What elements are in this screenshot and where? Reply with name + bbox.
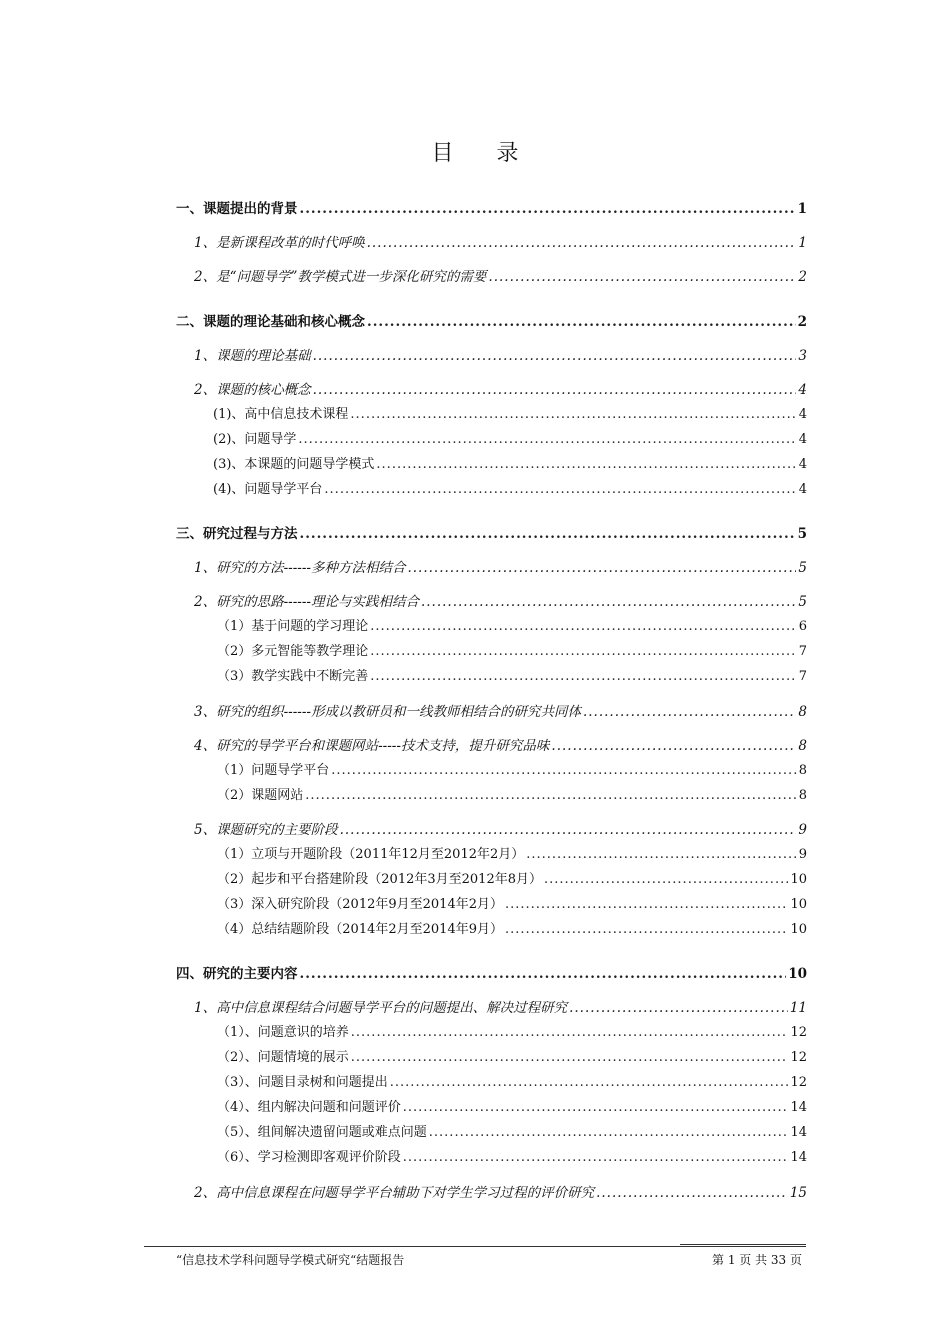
toc-entry[interactable]: （4）、组内解决问题和问题评价 ..... 14 xyxy=(217,1096,807,1115)
toc-entry[interactable]: （3）深入研究阶段（2012年9月至2014年2月） ..... 10 xyxy=(217,893,807,912)
toc-entry[interactable]: 4、研究的导学平台和课题网站-----技术支持，提升研究品味 ..... 8 xyxy=(194,734,807,754)
toc-entry[interactable]: （2）课题网站 ..... 8 xyxy=(217,784,807,803)
toc-entry[interactable]: （3）教学实践中不断完善 ..... 7 xyxy=(217,665,807,684)
footer-page-number: 第 1 页 共 33 页 xyxy=(712,1253,802,1267)
toc-entry[interactable]: 2、研究的思路------理论与实践相结合 ..... 5 xyxy=(194,590,807,610)
toc-entry[interactable]: （5）、组间解决遗留问题或难点问题 ..... 14 xyxy=(217,1121,807,1140)
toc-entry[interactable]: 2、高中信息课程在问题导学平台辅助下对学生学习过程的评价研究 ..... 15 xyxy=(194,1181,807,1201)
footer-report-title: “信息技术学科问题导学模式研究“结题报告 xyxy=(176,1253,405,1267)
toc-entry[interactable]: (1)、高中信息技术课程 ..... 4 xyxy=(213,403,807,422)
toc-entry[interactable]: 1、是新课程改革的时代呼唤 ..... 1 xyxy=(194,231,807,251)
toc-entry[interactable]: （1）基于问题的学习理论 ..... 6 xyxy=(217,615,807,634)
toc-entry[interactable]: （1）问题导学平台 ..... 8 xyxy=(217,759,807,778)
toc-entry[interactable]: 四、研究的主要内容 ..... 10 xyxy=(176,962,807,982)
toc-entry[interactable]: （1）立项与开题阶段（2011年12月至2012年2月） ..... 9 xyxy=(217,843,807,862)
toc-entry[interactable]: 三、研究过程与方法 ..... 5 xyxy=(176,522,807,542)
toc-entry[interactable]: 5、课题研究的主要阶段 ..... 9 xyxy=(194,818,807,838)
toc-entry[interactable]: （4）总结结题阶段（2014年2月至2014年9月） ..... 10 xyxy=(217,918,807,937)
toc-entry[interactable]: （2）、问题情境的展示 ..... 12 xyxy=(217,1046,807,1065)
toc-entry[interactable]: 一、课题提出的背景 ..... 1 xyxy=(176,197,807,217)
toc-entry[interactable]: 2、课题的核心概念 ..... 4 xyxy=(194,378,807,398)
toc-entry[interactable]: （2）起步和平台搭建阶段（2012年3月至2012年8月） ..... 10 xyxy=(217,868,807,887)
toc-entry[interactable]: （3）、问题目录树和问题提出 ..... 12 xyxy=(217,1071,807,1090)
toc-entry[interactable]: 1、高中信息课程结合问题导学平台的问题提出、解决过程研究 ..... 11 xyxy=(194,996,807,1016)
toc-entry[interactable]: (2)、问题导学 ..... 4 xyxy=(213,428,807,447)
toc-entry[interactable]: （6）、学习检测即客观评价阶段 ..... 14 xyxy=(217,1146,807,1165)
toc-entry[interactable]: 1、课题的理论基础 ..... 3 xyxy=(194,344,807,364)
toc-entry[interactable]: (4)、问题导学平台 ..... 4 xyxy=(213,478,807,497)
footer-divider xyxy=(144,1246,806,1247)
toc-entry[interactable]: 2、是“问题导学”教学模式进一步深化研究的需要 ..... 2 xyxy=(194,265,807,285)
toc-entry[interactable]: （1）、问题意识的培养 ..... 12 xyxy=(217,1021,807,1040)
toc-entry[interactable]: （2）多元智能等教学理论 ..... 7 xyxy=(217,640,807,659)
toc-entry[interactable]: 二、课题的理论基础和核心概念 ..... 2 xyxy=(176,310,807,330)
toc-entry[interactable]: (3)、本课题的问题导学模式 ..... 4 xyxy=(213,453,807,472)
toc-entry[interactable]: 1、研究的方法------多种方法相结合 ..... 5 xyxy=(194,556,807,576)
footer-divider-short xyxy=(680,1244,806,1245)
toc-title: 目 录 xyxy=(431,141,537,166)
toc-entry[interactable]: 3、研究的组织------形成以教研员和一线教师相结合的研究共同体 ..... 8 xyxy=(194,700,807,720)
